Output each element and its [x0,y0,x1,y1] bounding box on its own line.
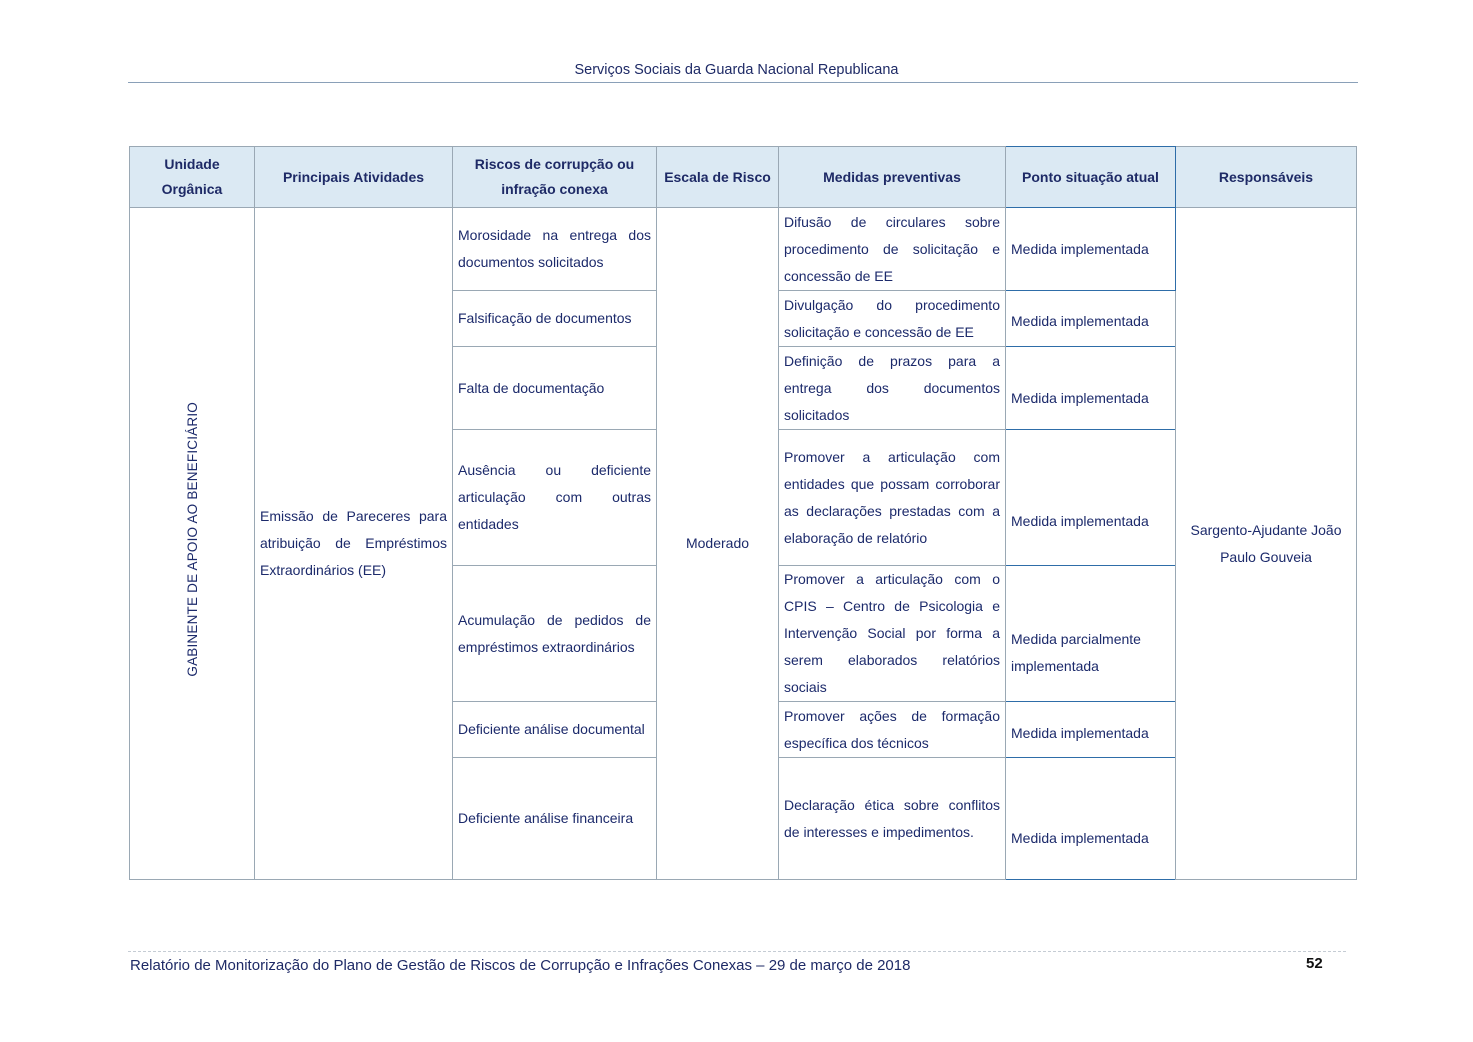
header-unit: Unidade Orgânica [130,147,255,208]
measure-cell: Promover a articulação com o CPIS – Centro de Psicologia e Intervenção Social por forma a serem elaborados relatórios sociais [779,566,1006,702]
status-cell: Medida implementada [1006,208,1176,291]
status-cell: Medida implementada [1006,347,1176,430]
status-cell: Medida implementada [1006,702,1176,758]
risk-cell: Acumulação de pedidos de empréstimos extraordinários [453,566,657,702]
unit-label: GABINENTE DE APOIO AO BENEFICIÁRIO [184,401,200,677]
status-cell: Medida implementada [1006,430,1176,566]
risk-table [129,146,1357,880]
risk-cell: Deficiente análise documental [453,702,657,758]
footer-text: Relatório de Monitorização do Plano de Gestão de Riscos de Corrupção e Infrações Conexas – 29 de março de 2018 [130,957,911,974]
header-responsible: Responsáveis [1176,147,1357,208]
status-cell: Medida parcialmente implementada [1006,566,1176,702]
risk-cell: Deficiente análise financeira [453,758,657,880]
header-scale: Escala de Risco [657,147,779,208]
table-header-row [130,147,1357,208]
measure-cell: Difusão de circulares sobre procedimento de solicitação e concessão de EE [779,208,1006,291]
risk-cell: Morosidade na entrega dos documentos solicitados [453,208,657,291]
header-divider [128,82,1358,83]
measure-cell: Divulgação do procedimento solicitação e concessão de EE [779,291,1006,347]
page-header-title: Serviços Sociais da Guarda Nacional Republicana [574,62,899,78]
header-activities: Principais Atividades [255,147,453,208]
scale-cell: Moderado [657,208,779,880]
footer-divider [128,951,1346,952]
header-risks: Riscos de corrupção ou infração conexa [453,147,657,208]
risk-cell: Falta de documentação [453,347,657,430]
page-number: 52 [1306,955,1323,972]
header-measures: Medidas preventivas [779,147,1006,208]
status-cell: Medida implementada [1006,291,1176,347]
unit-cell [130,208,255,880]
table-row [130,208,1357,291]
header-status: Ponto situação atual [1006,147,1176,208]
risk-cell: Falsificação de documentos [453,291,657,347]
measure-cell: Promover a articulação com entidades que possam corroborar as declarações prestadas com a elaboração de relatório [779,430,1006,566]
status-cell: Medida implementada [1006,758,1176,880]
activity-cell: Emissão de Pareceres para atribuição de Empréstimos Extraordinários (EE) [255,208,453,880]
measure-cell: Definição de prazos para a entrega dos documentos solicitados [779,347,1006,430]
responsible-cell: Sargento-Ajudante João Paulo Gouveia [1176,208,1357,880]
risk-cell: Ausência ou deficiente articulação com outras entidades [453,430,657,566]
measure-cell: Declaração ética sobre conflitos de interesses e impedimentos. [779,758,1006,880]
measure-cell: Promover ações de formação específica dos técnicos [779,702,1006,758]
